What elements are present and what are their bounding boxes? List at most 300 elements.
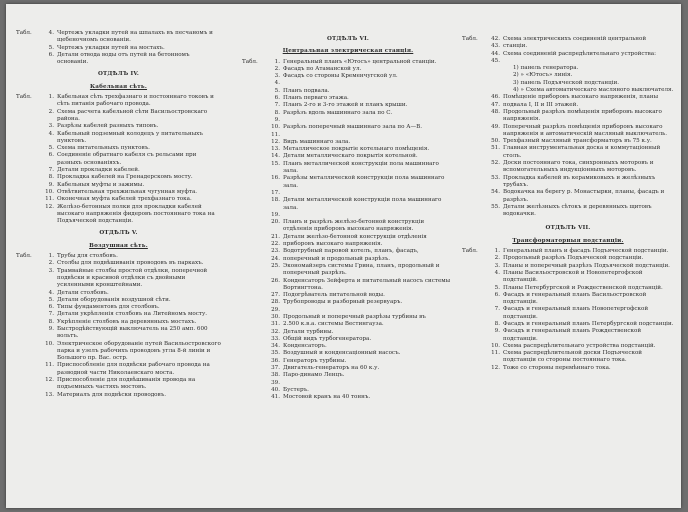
item-text: Разрѣзы металлической конструкціи пола машиннаго зала. [283, 175, 445, 189]
table-label [16, 326, 39, 341]
item-number: 47. [491, 101, 500, 108]
table-label [462, 58, 485, 65]
table-label [242, 256, 265, 263]
item-number: 5. [48, 44, 54, 51]
item-number: 1. [274, 58, 280, 65]
list-item [16, 94, 221, 109]
list-item [242, 350, 454, 357]
item-text: Планы и поперечный разрѣзъ Подъяческой подстанціи. [503, 262, 670, 269]
item-text: Фасадъ и генеральный планъ Рождественской подстанціи. [503, 328, 642, 342]
list-item [16, 182, 221, 189]
item-number: 10. [491, 342, 500, 349]
list-item [16, 311, 221, 318]
table-label [242, 343, 265, 350]
table-label [242, 197, 265, 212]
table-label [242, 139, 265, 146]
table-label [462, 102, 485, 109]
item-text: Разрѣзъ вдоль машиннаго зала по C. [283, 109, 393, 116]
table-label [462, 124, 485, 139]
item-text: Кабельный подземный колодецъ у питательныхъ пунктовъ. [57, 130, 203, 144]
item-text: Детали отвода воды отъ путей на бетонномъ основаніи. [57, 51, 190, 66]
table-label [16, 297, 39, 304]
item-number: 6. [48, 51, 54, 58]
list-item [242, 153, 454, 160]
item-text [283, 380, 454, 387]
item-text: Фасадъ и генеральный планъ Новопетергофской подстанціи. [503, 306, 649, 320]
item-text: Водокачка на берегу р. Монастырки, планы, фасадъ и разрѣзъ. [503, 189, 665, 203]
item-number: 49. [491, 123, 500, 130]
item-text: Видъ машиннаго зала. [283, 138, 351, 145]
table-label [16, 311, 39, 318]
item-number: 18. [271, 197, 280, 204]
table-label [462, 343, 485, 350]
item-text: Детали желѣзныхъ сѣтокъ и деревянныхъ щитовъ водокачки. [503, 203, 652, 218]
item-number: 4. [48, 130, 54, 137]
item-text: Отвѣтвительная трехжильная чугунная муфта. [57, 188, 198, 195]
item-number: 52. [491, 160, 500, 167]
table-label [16, 196, 39, 203]
table-label [242, 212, 265, 219]
table-label: Табл. [242, 58, 258, 65]
item-number: 11. [491, 350, 500, 357]
table-label [16, 290, 39, 297]
item-number: 6. [494, 291, 500, 298]
item-number [485, 72, 503, 79]
table-label [16, 167, 39, 174]
list-item [242, 124, 454, 131]
table-label [242, 161, 265, 176]
item-text [283, 132, 454, 139]
list-item [462, 270, 674, 285]
item-text: Быстродѣйствующій выключатель на 250 амп. 600 вольтъ. [57, 325, 208, 340]
item-number [485, 80, 503, 87]
table-label [242, 278, 265, 293]
item-text: Детали прокладки кабелей. [57, 167, 140, 174]
item-number: 8. [48, 318, 54, 325]
item-text: поперечный и продольный разрѣзъ. [283, 255, 390, 262]
table-label [242, 241, 265, 248]
list-item [242, 380, 454, 387]
item-text: Схема электрическихъ соединеній центральной [503, 36, 647, 42]
list-item [16, 326, 221, 341]
item-text [283, 80, 454, 87]
item-text: Продольный разрѣзъ помѣщенія приборовъ высокаго напряженія. [503, 108, 662, 123]
list-item [16, 341, 221, 363]
table-label [16, 45, 39, 52]
item-text: Генераторъ турбины. [283, 357, 347, 364]
item-text: Главная инструментальная доска и коммутаціонный столъ. [503, 145, 661, 159]
item-number: 44. [491, 50, 500, 57]
item-number: 35. [271, 350, 280, 357]
table-label: Табл. [16, 94, 32, 101]
table-label [242, 117, 265, 124]
table-label [462, 255, 485, 262]
list-item [242, 343, 454, 350]
item-text: Конденсаторъ. [283, 343, 327, 350]
list-item [462, 189, 674, 204]
item-text: Детали желѣзо-бетонной конструкціи отдѣленія [283, 233, 427, 240]
item-text: Фасадъ по Атаманской ул. [283, 65, 362, 72]
table-label [16, 304, 39, 311]
item-text: Экономайзеръ системы Грина, планъ, продольный и поперечный разрѣзъ. [283, 262, 440, 277]
item-number: 10. [45, 340, 54, 347]
table-label [242, 234, 265, 241]
item-number: 46. [491, 94, 500, 101]
table-label [16, 52, 39, 67]
item-text: Детали металлической конструкціи пола машиннаго зала. [283, 197, 442, 211]
item-number: 1. [48, 253, 54, 260]
item-number: 11. [45, 196, 54, 203]
item-number: 45. [491, 57, 500, 64]
item-text: Материалъ для подвѣски проводовъ. [57, 391, 166, 398]
list-item [16, 319, 221, 326]
item-number: 2. [494, 255, 500, 262]
table-label [462, 321, 485, 328]
item-text: Планъ перваго этажа. [283, 95, 349, 102]
list-item [16, 152, 221, 167]
item-number: 55. [491, 203, 500, 210]
item-text: 2.500 к.в.а. системы Вестингауза. [283, 321, 384, 328]
table-label [242, 350, 265, 357]
table-label [462, 292, 485, 307]
list-item [242, 95, 454, 102]
table-label [462, 263, 485, 270]
list-item [16, 109, 221, 124]
list-item [242, 132, 454, 139]
item-text: Паро-динамо Ленцъ. [283, 372, 345, 379]
table-label [242, 132, 265, 139]
item-text: 2) » «Ютосъ» линія. [513, 72, 573, 79]
item-text: Приспособленіе для подвѣшиванія провода на подъемныхъ частяхъ мостовъ. [57, 377, 196, 391]
item-text: Схема распредѣлительнаго устройства подстанцій. [503, 342, 656, 349]
table-label [462, 270, 485, 285]
item-text: Поперечный разрѣзъ помѣщенія приборовъ высокаго напряженія и автоматическій масляный выключатель. [503, 123, 667, 137]
list-item [242, 146, 454, 153]
list-item [242, 219, 454, 234]
table-label [242, 329, 265, 336]
item-text: Укрѣпленіе столбовъ на деревянныхъ мостахъ. [57, 318, 197, 325]
item-text: Водотрубный паровой котелъ, планъ, фасадъ, [283, 248, 419, 255]
item-number: 8. [494, 320, 500, 327]
table-label [242, 365, 265, 372]
item-number: 48. [491, 108, 500, 115]
document-page [6, 4, 681, 508]
list-item [242, 278, 454, 293]
item-text: Соединеніе обратнаго кабеля съ рельсами при разныхъ основаніяхъ. [57, 152, 197, 166]
list-item [242, 372, 454, 379]
table-label [242, 372, 265, 379]
list-item [462, 145, 674, 160]
item-text: Планы Петербургской и Рождественской подстанцій. [503, 284, 663, 291]
table-label [16, 268, 39, 290]
item-number: 34. [271, 343, 280, 350]
table-label [462, 72, 485, 79]
table-label [462, 43, 485, 50]
item-number: 11. [45, 362, 54, 369]
item-number: 21. [271, 233, 280, 240]
item-text: 1) панель генератора. [513, 65, 579, 72]
item-number: 40. [271, 386, 280, 393]
table-label [16, 145, 39, 152]
item-text [283, 190, 454, 197]
item-text: Помѣщеніе приборовъ высокаго напряженія, планы [503, 94, 659, 101]
item-text: Оконечная муфта кабелей трехфазнаго тока. [57, 196, 192, 203]
table-label [462, 80, 485, 87]
list-item [242, 234, 454, 241]
item-text: приборовъ высокаго напряженія. [283, 241, 383, 248]
item-number: 54. [491, 189, 500, 196]
item-number: 37. [271, 365, 280, 372]
list-item [462, 51, 674, 58]
item-text: Генеральный планъ «Ютосъ» центральной станціи. [283, 58, 437, 65]
table-label [462, 160, 485, 175]
list-overhead-network [16, 253, 221, 399]
item-text: Воздушный и конденсаціонный насосъ. [283, 350, 401, 357]
item-number: 23. [271, 248, 280, 255]
item-text: Схема соединеній распредѣлительнаго устройства: [503, 50, 656, 57]
list-item [242, 80, 454, 87]
item-number: 2. [48, 260, 54, 267]
item-number: 8. [48, 174, 54, 181]
table-label [242, 219, 265, 234]
table-label [242, 380, 265, 387]
list-item [462, 36, 674, 43]
list-item [16, 196, 221, 203]
item-number: 4. [48, 30, 54, 36]
list-substations [462, 248, 674, 372]
list-item [16, 174, 221, 181]
list-item [462, 350, 674, 365]
table-label [16, 152, 39, 167]
table-label [462, 145, 485, 160]
item-text: Типы фундаментовъ для столбовъ. [57, 304, 160, 311]
table-label [242, 358, 265, 365]
list-item [16, 52, 221, 67]
list-item [16, 290, 221, 297]
item-text: Прокладка кабелей въ керамиковыхъ и желѣзныхъ трубахъ. [503, 174, 656, 188]
table-label [462, 175, 485, 190]
item-number: 38. [271, 372, 280, 379]
item-text: Двигатель-генераторъ на 60 к.у. [283, 365, 380, 372]
item-text: Детали турбины. [283, 328, 334, 335]
item-number: 17. [271, 189, 280, 196]
item-number: 51. [491, 145, 500, 152]
item-number: 43. [491, 43, 500, 50]
table-label [16, 260, 39, 267]
list-item [242, 66, 454, 73]
list-item [462, 204, 674, 219]
item-text: Генеральный планъ и фасадъ Подъяческой подстанціи. [503, 248, 669, 255]
item-number: 4. [48, 289, 54, 296]
item-number: 19. [271, 211, 280, 218]
table-label [242, 248, 265, 255]
list-item [462, 72, 674, 79]
item-number: 8. [274, 109, 280, 116]
list-item [242, 329, 454, 336]
list-item [16, 268, 221, 290]
item-number: 12. [271, 138, 280, 145]
table-label [242, 307, 265, 314]
item-number: 5. [274, 87, 280, 94]
section-title-iv: ОТДѢЛЪ IV. [97, 71, 140, 78]
list-item [242, 263, 454, 278]
table-label [16, 392, 39, 399]
section-subtitle-overhead-network: Воздушная сѣть. [89, 242, 148, 249]
item-number: 33. [271, 335, 280, 342]
item-text: Общій видъ турбогенератора. [283, 335, 372, 342]
item-text: Тоже со стороны перемѣннаго тока. [503, 364, 611, 371]
list-item [462, 138, 674, 145]
list-item [462, 285, 674, 292]
list-item [462, 292, 674, 307]
section-subtitle-central-station: Центральная электрическая станція. [282, 48, 414, 55]
section-title-v: ОТДѢЛЪ V. [99, 230, 138, 237]
list-right-top [462, 36, 674, 218]
table-label [242, 263, 265, 278]
item-text: Продольный и поперечный разрѣзы турбины въ [283, 313, 426, 320]
item-text: Детали укрѣпленія столбовъ на Литейномъ мосту. [57, 311, 208, 318]
table-label [242, 95, 265, 102]
list-item [462, 43, 674, 50]
section-subtitle-substations: Трансформаторныя подстанціи. [512, 237, 624, 244]
item-text: Приспособленіе для подвѣски рабочаго провода на разводной части Николаевскаго моста. [57, 362, 210, 376]
list-item [16, 204, 221, 226]
item-text: Схема распредѣлительной доски Подъяческой подстанціи со стороны постояннаго тока. [503, 350, 643, 364]
item-number: 3. [274, 73, 280, 80]
item-text: Планы Васильостровской и Новопетергофской подстанцій. [503, 269, 643, 284]
list-item [462, 102, 674, 109]
item-number: 29. [271, 306, 280, 313]
item-text: Схема питательныхъ пунктовъ. [57, 145, 150, 152]
item-text: Чертежъ укладки путей на шпалахъ въ песчаномъ и щебеночномъ основаніи. [57, 30, 213, 44]
table-label [16, 377, 39, 392]
list-item [242, 394, 454, 401]
item-number: 13. [271, 146, 280, 153]
list-item [462, 255, 674, 262]
table-label [242, 299, 265, 306]
table-label [462, 51, 485, 58]
list-item [462, 109, 674, 124]
item-number: 7. [274, 102, 280, 109]
item-number: 4. [494, 269, 500, 276]
item-number: 14. [271, 153, 280, 160]
item-number: 1. [494, 248, 500, 255]
item-text: Металлическое покрытіе котельнаго помѣщенія. [283, 146, 430, 153]
list-item [462, 160, 674, 175]
list-item [242, 314, 454, 321]
table-label [462, 138, 485, 145]
item-number [485, 65, 503, 72]
list-item [16, 297, 221, 304]
list-item [242, 197, 454, 212]
item-number: 7. [48, 167, 54, 174]
item-number: 30. [271, 313, 280, 320]
list-item [462, 321, 674, 328]
item-text: Кабельныя муфты и зажимы. [57, 181, 145, 188]
table-label [242, 336, 265, 343]
list-item [242, 358, 454, 365]
section-title-vii: ОТДѢЛЪ VII. [545, 225, 591, 232]
table-label [16, 123, 39, 130]
item-number: 5. [494, 284, 500, 291]
list-item [462, 94, 674, 101]
item-text: Планъ металлической конструкціи пола машиннаго зала. [283, 160, 439, 175]
item-number: 2. [48, 108, 54, 115]
item-text: Планъ подвала. [283, 87, 330, 94]
item-number: 53. [491, 174, 500, 181]
item-number: 6. [274, 95, 280, 102]
item-number: 2. [274, 65, 280, 72]
table-label [242, 292, 265, 299]
table-label [16, 319, 39, 326]
list-item [242, 73, 454, 80]
list-item [242, 336, 454, 343]
item-number: 10. [45, 188, 54, 195]
item-text: Фасадъ и генеральный планъ Петербургской подстанціи. [503, 320, 674, 327]
item-number: 50. [491, 138, 500, 145]
item-number: 3. [494, 262, 500, 269]
column-right [462, 36, 674, 372]
item-number: 10. [271, 124, 280, 131]
table-label: Табл. [462, 248, 478, 255]
item-text: Трамвайные столбы простой отдѣлки, поперечной подвѣски и красивой отдѣлки съ двойными усиленными кронштейнами. [57, 267, 208, 289]
table-label [16, 109, 39, 124]
table-label [462, 285, 485, 292]
item-text [283, 307, 454, 314]
item-text: Детали столбовъ. [57, 289, 109, 296]
item-number: 16. [271, 175, 280, 182]
item-number: 6. [48, 304, 54, 311]
list-item [16, 123, 221, 130]
list-central-station [242, 59, 454, 402]
item-number: 22. [271, 241, 280, 248]
item-text: Чертежъ укладки путей на мостахъ. [57, 44, 165, 51]
item-text: Трехфазный масляный трансформаторъ въ 75 к.у. [503, 138, 652, 145]
item-text: станціи. [503, 43, 528, 50]
item-number: 5. [48, 296, 54, 303]
table-label [16, 131, 39, 146]
table-label [16, 204, 39, 226]
table-label [242, 394, 265, 401]
table-label [16, 362, 39, 377]
list-top [16, 30, 221, 66]
table-label [242, 153, 265, 160]
list-item [462, 365, 674, 372]
list-item [242, 190, 454, 197]
item-number: 12. [45, 203, 54, 210]
table-label [462, 328, 485, 343]
column-left [16, 30, 221, 399]
item-text: Разрѣзы кабелей разныхъ типовъ. [57, 123, 159, 130]
item-number [485, 87, 503, 94]
list-item [242, 110, 454, 117]
item-number: 41. [271, 394, 280, 401]
item-number: 6. [48, 152, 54, 159]
item-text: Фасадъ со стороны Кременчугской ул. [283, 73, 398, 80]
item-text: Детали металлическаго покрытія котельной. [283, 153, 418, 160]
item-text: подвала I, II и III этажей. [503, 101, 579, 108]
list-item [16, 362, 221, 377]
table-label: Табл. [16, 253, 32, 260]
table-label [16, 174, 39, 181]
item-number: 36. [271, 357, 280, 364]
table-label [242, 66, 265, 73]
column-middle [242, 36, 454, 402]
table-label [242, 102, 265, 109]
table-label [242, 73, 265, 80]
table-label [242, 387, 265, 394]
table-label [242, 175, 265, 190]
